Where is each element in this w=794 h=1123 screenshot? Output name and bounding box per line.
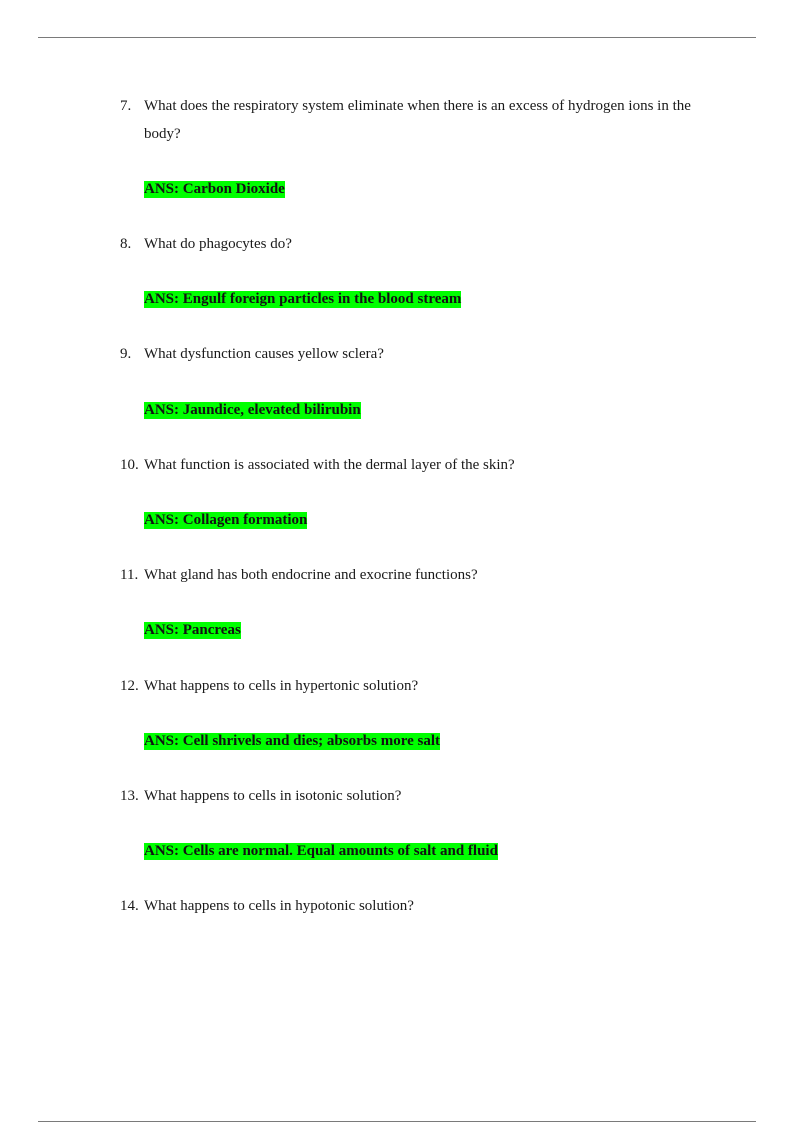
question-number: 8.: [120, 236, 132, 252]
answer-text: ANS: Cells are normal. Equal amounts of salt and fluid: [144, 843, 498, 859]
question-number: 14.: [120, 898, 139, 914]
answer-text: ANS: Carbon Dioxide: [144, 181, 285, 197]
question-text: What does the respiratory system eliminate when there is an excess of hydrogen ions in the body?: [144, 98, 691, 142]
question-item: [120, 451, 720, 479]
answer-item: [144, 842, 498, 860]
question-text: What happens to cells in isotonic solution?: [144, 788, 402, 804]
answer-item: [144, 401, 361, 419]
question-item: [120, 782, 720, 810]
question-text: What function is associated with the dermal layer of the skin?: [144, 457, 515, 473]
answer-item: [144, 290, 461, 308]
question-number: 11.: [120, 567, 139, 583]
question-number: 10.: [120, 457, 139, 473]
question-number: 7.: [120, 98, 132, 114]
question-text: What do phagocytes do?: [144, 236, 292, 252]
question-text: What happens to cells in hypotonic solution?: [144, 898, 414, 914]
question-item: [120, 561, 720, 589]
answer-text: ANS: Cell shrivels and dies; absorbs more salt: [144, 733, 440, 749]
question-item: [120, 892, 720, 920]
question-text: What gland has both endocrine and exocrine functions?: [144, 567, 478, 583]
answer-item: [144, 511, 307, 529]
question-number: 13.: [120, 788, 139, 804]
answer-item: [144, 180, 285, 198]
question-number: 12.: [120, 678, 139, 694]
answer-text: ANS: Jaundice, elevated bilirubin: [144, 402, 361, 418]
answer-item: [144, 732, 440, 750]
answer-text: ANS: Collagen formation: [144, 512, 308, 528]
question-item: [120, 92, 720, 148]
question-item: [120, 672, 720, 700]
question-text: What dysfunction causes yellow sclera?: [144, 346, 384, 362]
question-number: 9.: [120, 346, 132, 362]
question-item: [120, 230, 720, 258]
header-rule: [38, 37, 756, 38]
question-text: What happens to cells in hypertonic solution?: [144, 678, 419, 694]
question-item: [120, 340, 720, 368]
footer-rule: [38, 1121, 756, 1122]
answer-item: [144, 621, 241, 639]
answer-text: ANS: Engulf foreign particles in the blood stream: [144, 291, 462, 307]
answer-text: ANS: Pancreas: [144, 622, 241, 638]
